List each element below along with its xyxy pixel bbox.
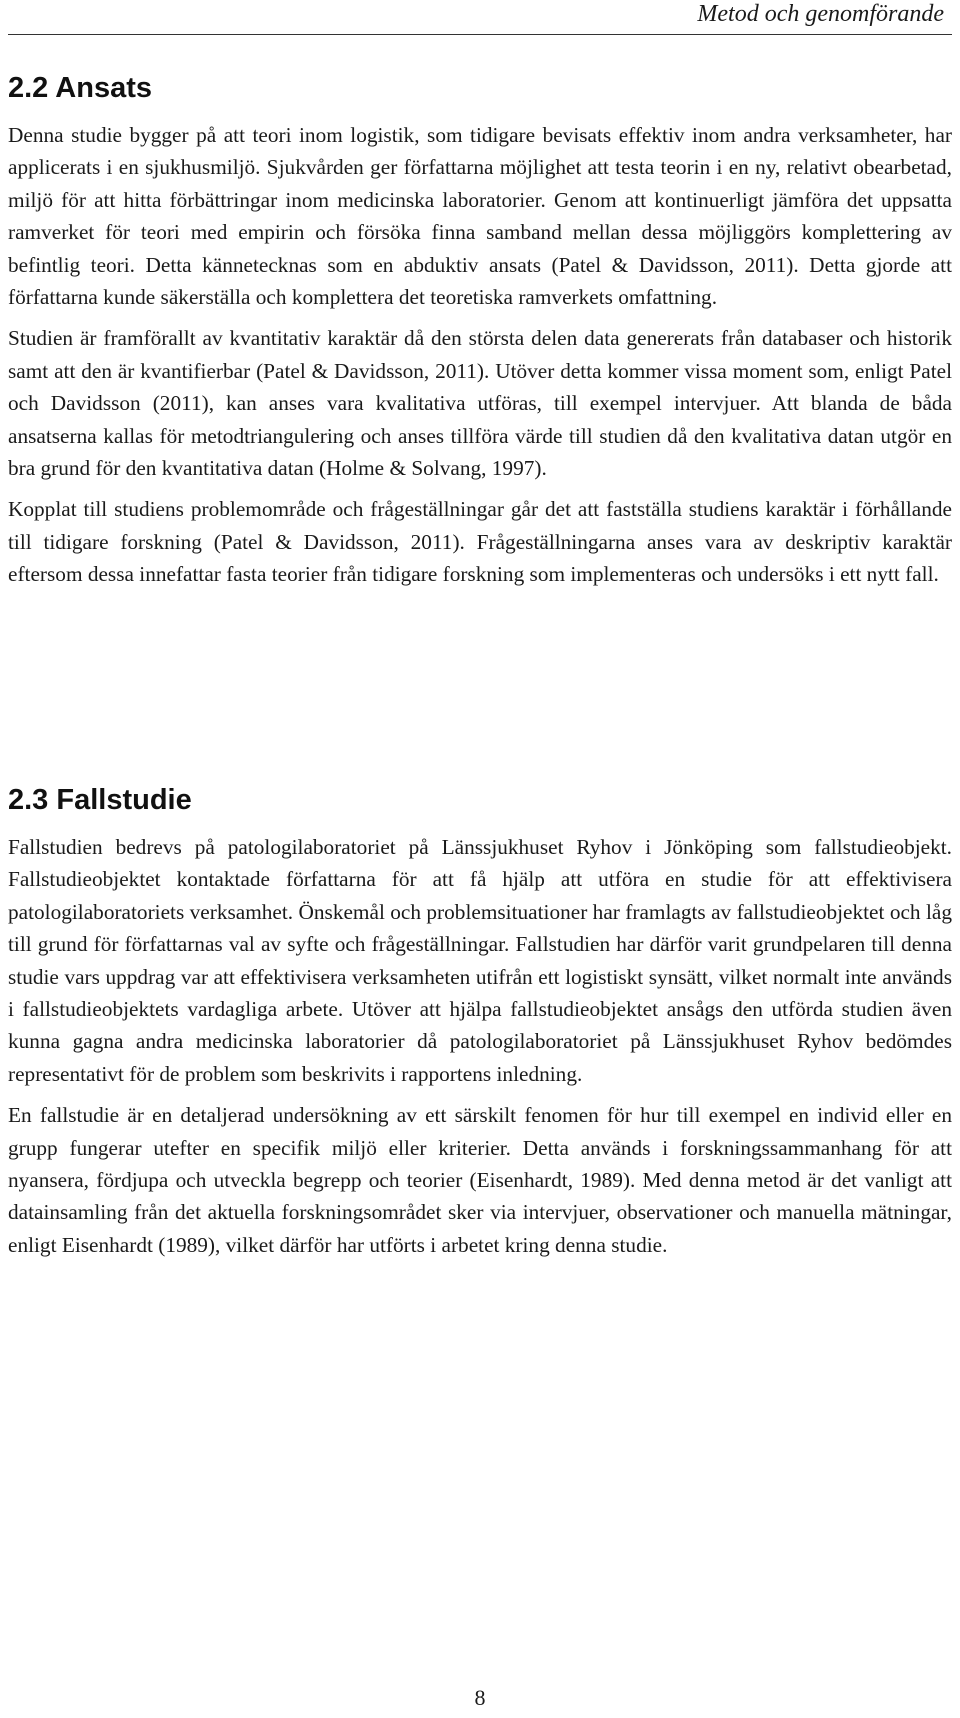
- page-number: 8: [474, 1685, 486, 1710]
- paragraph: Fallstudien bedrevs på patologilaboratoriet på Länssjukhuset Ryhov i Jönköping som fallstudieobjekt. Fallstudieobjektet kontaktade författarna för att få hjälp att utföra en studie för att effektivisera patologilaboratoriets verksamhet. Önskemål och problemsituationer har framlagts av fallstudieobjektet och låg till grund för författarnas val av syfte och frågeställningar. Fallstudien har därför varit grundpelaren till denna studie vars uppdrag var att effektivisera verksamheten utifrån ett logistiskt synsätt, vilket normalt inte används i fallstudieobjektets vardagliga arbete. Utöver att hjälpa fallstudieobjektet ansågs den utförda studien även kunna gagna andra medicinska laboratorier då patologilaboratoriet på Länssjukhuset Ryhov bedömdes representativt för de problem som beskrivits i rapportens inledning.: [8, 835, 952, 1086]
- section-heading: 2.3 Fallstudie: [8, 784, 192, 816]
- paragraph: En fallstudie är en detaljerad undersökning av ett särskilt fenomen för hur till exempel en individ eller en grupp fungerar utefter en specifik miljö eller kriterier. Detta används i forskningssammanhang för att nyansera, fördjupa och utveckla begrepp och teorier (Eisenhardt, 1989). Med denna metod är det vanligt att datainsamling från det aktuella forskningsområdet sker via intervjuer, observationer och manuella mätningar, enligt Eisenhardt (1989), vilket därför har utförts i arbetet kring denna studie.: [8, 1103, 952, 1257]
- section-ansats: [8, 70, 952, 591]
- section-fallstudie: [8, 782, 952, 1261]
- section-heading: 2.2 Ansats: [8, 72, 152, 104]
- running-header: [8, 0, 952, 35]
- paragraph: Kopplat till studiens problemområde och frågeställningar går det att fastställa studiens karaktär i förhållande till tidigare forskning (Patel & Davidsson, 2011). Frågeställningarna anses vara av deskriptiv karaktär eftersom dessa innefattar fasta teorier från tidigare forskning som implementeras och undersöks i ett nytt fall.: [8, 497, 952, 587]
- running-header-title: Metod och genomförande: [697, 1, 944, 27]
- paragraph: Studien är framförallt av kvantitativ karaktär då den största delen data genererats från databaser och historik samt att den är kvantifierbar (Patel & Davidsson, 2011). Utöver detta kommer vissa moment som, enligt Patel och Davidsson (2011), kan anses vara kvalitativa utföras, till exempel intervjuer. Att blanda de båda ansatserna kallas för metodtriangulering och anses tillföra värde till studien då den kvalitativa datan utgör en bra grund för den kvantitativa datan (Holme & Solvang, 1997).: [8, 326, 952, 481]
- paragraph: Denna studie bygger på att teori inom logistik, som tidigare bevisats effektiv inom andra verksamheter, har applicerats i en sjukhusmiljö. Sjukvården ger författarna möjlighet att testa teorin i en ny, relativt obearbetad, miljö för att hitta förbättringar inom medicinska laboratorier. Genom att kontinuerligt jämföra det uppsatta ramverket för teori med empirin och försöka finna samband mellan dessa möjliggörs komplettering av befintlig teori. Detta kännetecknas som en abduktiv ansats (Patel & Davidsson, 2011). Detta gjorde att författarna kunde säkerställa och komplettera det teoretiska ramverkets omfattning.: [8, 123, 952, 310]
